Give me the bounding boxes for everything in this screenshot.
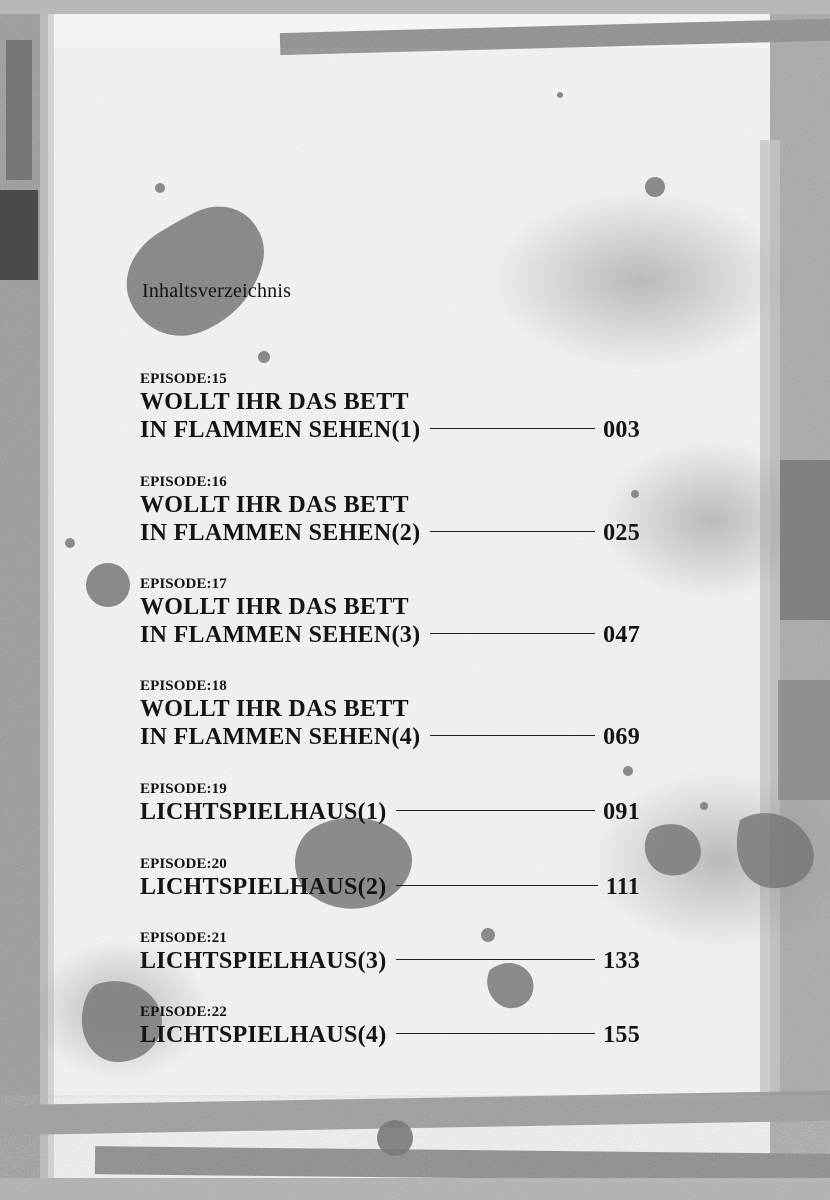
page-number: 025 [603,520,640,546]
page-number: 047 [603,622,640,648]
toc-entry[interactable] [140,677,660,751]
episode-title-line2: IN FLAMMEN SEHEN(1) [140,417,421,443]
toc-entry[interactable] [140,780,660,826]
episode-label: EPISODE:19 [140,781,227,797]
episode-title: LICHTSPIELHAUS(1) [140,799,387,825]
episode-title: LICHTSPIELHAUS(4) [140,1022,387,1048]
page-number: 091 [603,799,640,825]
episode-label: EPISODE:17 [140,576,227,592]
leader-line [430,735,595,736]
leader-line [396,810,595,811]
episode-title-line2: IN FLAMMEN SEHEN(2) [140,520,421,546]
toc-heading: Inhaltsverzeichnis [142,280,292,302]
page-number: 133 [603,948,640,974]
episode-title-line2: IN FLAMMEN SEHEN(4) [140,724,421,750]
episode-title-line1: WOLLT IHR DAS BETT [140,696,409,722]
episode-title: LICHTSPIELHAUS(3) [140,948,387,974]
episode-label: EPISODE:20 [140,856,227,872]
toc-entry[interactable] [140,1003,660,1049]
episode-title-line1: WOLLT IHR DAS BETT [140,389,409,415]
leader-line [396,1033,595,1034]
page-number: 111 [605,874,640,900]
episode-label: EPISODE:15 [140,371,227,387]
leader-line [396,885,597,886]
toc-entry[interactable] [140,929,660,975]
leader-line [430,428,595,429]
toc-entry[interactable] [140,473,660,547]
leader-line [430,531,595,532]
leader-line [396,959,595,960]
episode-title-line1: WOLLT IHR DAS BETT [140,492,409,518]
page-number: 069 [603,724,640,750]
page-number: 003 [603,417,640,443]
episode-label: EPISODE:18 [140,678,227,694]
toc-entry[interactable] [140,370,660,444]
episode-title-line2: IN FLAMMEN SEHEN(3) [140,622,421,648]
episode-title: LICHTSPIELHAUS(2) [140,874,387,900]
episode-label: EPISODE:22 [140,1004,227,1020]
episode-label: EPISODE:21 [140,930,227,946]
episode-title-line1: WOLLT IHR DAS BETT [140,594,409,620]
page-number: 155 [603,1022,640,1048]
episode-label: EPISODE:16 [140,474,227,490]
leader-line [430,633,595,634]
toc-entry[interactable] [140,575,660,649]
toc-entry[interactable] [140,855,660,901]
